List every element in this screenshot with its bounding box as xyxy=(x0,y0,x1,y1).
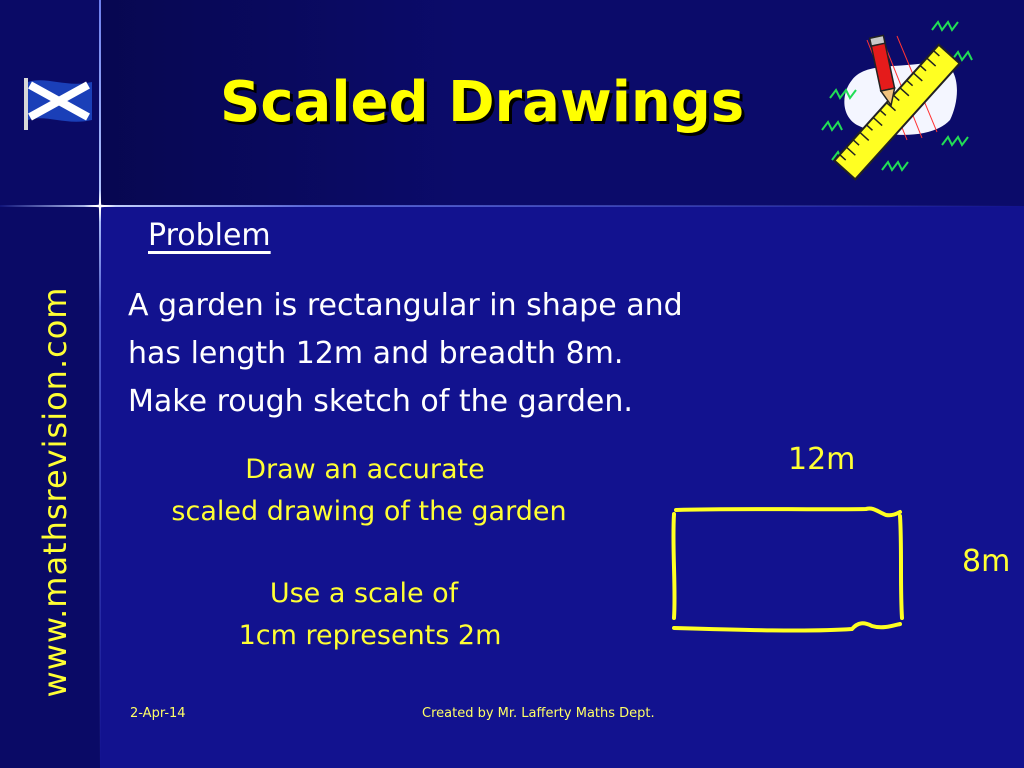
problem-line-3: Make rough sketch of the garden. xyxy=(128,384,633,419)
footer-date: 2-Apr-14 xyxy=(130,706,186,721)
problem-line-2: has length 12m and breadth 8m. xyxy=(128,336,624,371)
site-url: www.mathsrevision.com xyxy=(36,286,74,698)
garden-sketch xyxy=(660,498,912,638)
problem-label: Problem xyxy=(148,218,271,253)
slide-title: Scaled Drawings xyxy=(220,70,745,135)
instruction-line-2: scaled drawing of the garden xyxy=(171,496,567,527)
instruction-line-1: Draw an accurate xyxy=(245,454,485,485)
sketch-length-label: 12m xyxy=(788,442,856,477)
pencil-ruler-icon xyxy=(812,20,982,192)
scotland-flag-icon xyxy=(22,76,94,130)
vertical-divider xyxy=(99,0,101,768)
sketch-breadth-label: 8m xyxy=(962,544,1011,579)
instruction-line-3: Use a scale of xyxy=(269,578,459,609)
instruction-line-4: 1cm represents 2m xyxy=(238,620,502,651)
sparkle-icon xyxy=(84,190,116,222)
footer-credit: Created by Mr. Lafferty Maths Dept. xyxy=(422,706,655,721)
problem-line-1: A garden is rectangular in shape and xyxy=(128,288,683,323)
horizontal-divider xyxy=(0,205,1024,207)
